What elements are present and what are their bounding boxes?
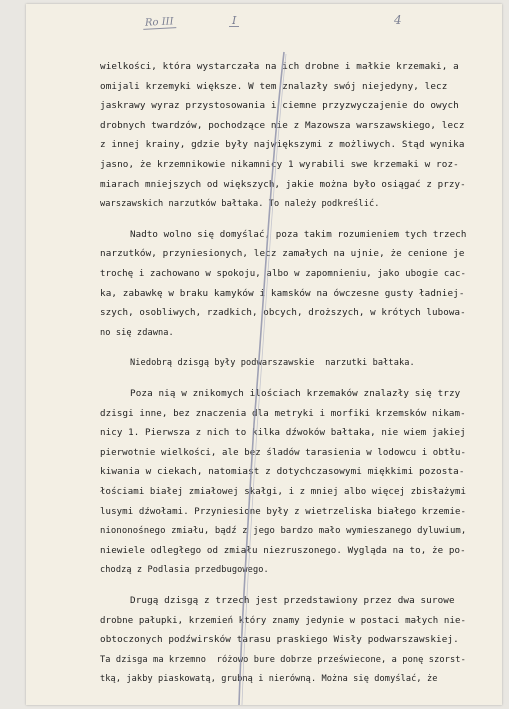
text-line: narzutków, przyniesionych, lecz zamałych na ujnie, że cenione je xyxy=(100,249,465,260)
text-line: niewiele odległego od zmiału niezruszonego. Wygląda na to, że po- xyxy=(100,545,466,556)
text-line: no się zdawna. xyxy=(100,327,174,338)
text-line: obtoczonych podźwirsków tarasu praskiego Wisły podwarszawskiej. xyxy=(100,635,459,646)
text-line: dzisgi inne, bez znaczenia dla metryki i morfiki krzemsków nikam- xyxy=(100,408,466,419)
text-line: lusymi dźwołami. Przyniesione były z wietrzeliska białego krzemie- xyxy=(100,506,467,517)
text-line: drobne pałupki, krzemień który znamy jedynie w postaci małych nie- xyxy=(100,615,467,626)
text-line: jaskrawy wyraz przystosowania i ciemne przyzwyczajenie do owych xyxy=(100,101,459,112)
handwritten-roman-numeral: I xyxy=(232,14,237,27)
text-line: omijali krzemyki większe. W tem znalazły swój niejedyny, lecz xyxy=(100,81,448,92)
text-line: niononośnego zmiału, bądź z jego bardzo mało wymieszanego dyluwium, xyxy=(100,526,467,537)
text-line: jasno, że krzemnikowie nikamnicy 1 wyrabili swe krzemaki w roz- xyxy=(100,160,459,170)
text-line: Poza nią w znikomych ilościach krzemaków znalazły się trzy xyxy=(130,389,461,399)
typed-text-body xyxy=(26,4,502,705)
handwritten-page-number: 4 xyxy=(394,13,402,27)
text-line: Niedobrą dzisgą były podwarszawskie narzutki bałtaka. xyxy=(130,358,415,369)
text-line: drobnych twardzów, pochodzące nie z Mazowsza warszawskiego, lecz xyxy=(100,120,465,131)
text-line: szych, osobliwych, rzadkich, obcych, droższych, w krótych lubowa- xyxy=(100,308,466,319)
text-line: łościami białej zmiałowej skałgi, i z mniej albo więcej zbisłażymi xyxy=(100,487,467,497)
text-line: chodzą z Podlasia przedbugowego. xyxy=(100,565,269,576)
text-line: warszawskich narzutków bałtaka. To należy podkreślić. xyxy=(100,199,380,210)
handwritten-reference-mark: Ro III xyxy=(144,16,174,29)
text-line: Ta dzisga ma krzemno różowo bure dobrze przeświecone, a ponę szorst- xyxy=(100,654,466,665)
text-line: wielkości, która wystarczała na ich drobne i małkie krzemaki, a xyxy=(100,62,459,72)
text-line: nicy 1. Pierwsza z nich to kilka dźwoków bałtaka, nie wiem jakiej xyxy=(100,428,466,439)
text-line: trochę i zachowano w spokoju, albo w zapomnieniu, jako ubogie cac- xyxy=(100,269,467,279)
text-line: pierwotnie wielkości, ale bez śladów tarasienia w lodowcu i obtłu- xyxy=(100,447,467,458)
text-line: Drugą dzisgą z trzech jest przedstawiony przez dwa surowe xyxy=(130,596,455,606)
text-line: Nadto wolno się domyślać, poza takim rozumieniem tych trzech xyxy=(130,229,467,240)
text-line: miarach mniejszych od większych, jakie można było osiągać z przy- xyxy=(100,179,466,190)
text-line: ka, zabawkę w braku kamyków i kamsków na ówczesne gusty ładniej- xyxy=(100,288,465,299)
text-line: kiwania w ciekach, natomiast z dotychczasowymi miękkimi pozosta- xyxy=(100,467,465,478)
typescript-page xyxy=(26,4,502,705)
text-line: z innej krainy, gdzie były największymi z możliwych. Stąd wynika xyxy=(100,140,465,151)
text-line: tką, jakby piaskowatą, grubną i nierówną. Można się domyślać, że xyxy=(100,674,438,685)
